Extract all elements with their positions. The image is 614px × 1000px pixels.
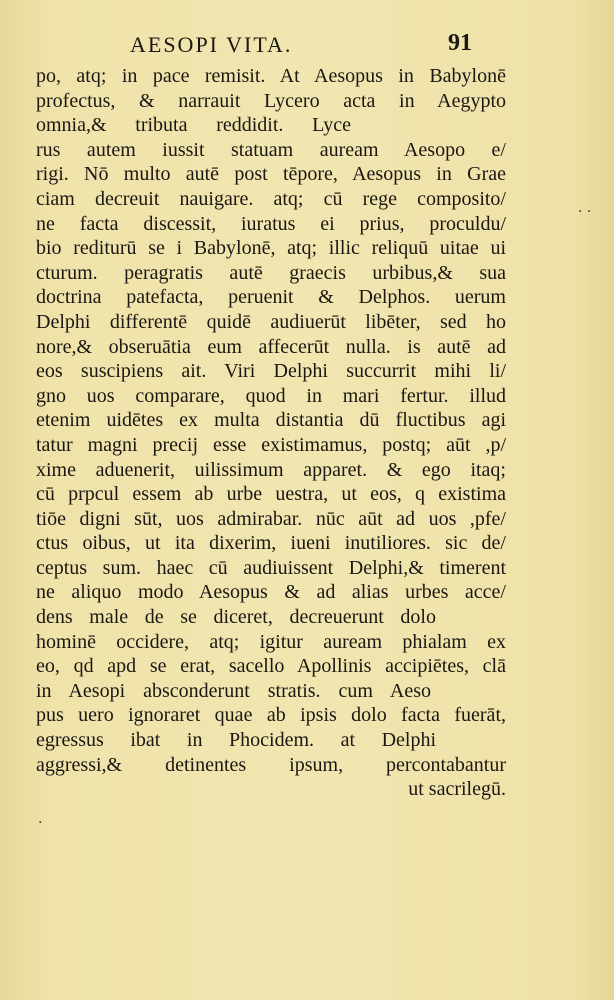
text-line: in Aesopi absconderunt stratis. cum Aeso (36, 679, 431, 702)
text-line: egressus ibat in Phocidem. at Delphi (36, 729, 436, 752)
text-line: doctrina patefacta, peruenit & Delphos. uerum (36, 286, 506, 309)
margin-mark: · · (578, 204, 592, 220)
text-line: nore,& obseruātia eum affecerūt nulla. is autē ad (36, 335, 506, 358)
page-number: 91 (448, 30, 472, 56)
text-line: pus uero ignoraret quae ab ipsis dolo facta fuerāt, (36, 704, 506, 727)
text-line: tatur magni precij esse existimamus, postq; aūt ,p/ (36, 433, 506, 456)
page-header (130, 24, 490, 58)
text-line: hominē occidere, atq; igitur auream phialam ex (36, 630, 506, 653)
text-line: xime aduenerit, uilissimum apparet. & ego itaq; (36, 458, 506, 481)
text-line: po, atq; in pace remisit. At Aesopus in Babylonē (36, 65, 506, 87)
text-line: ciam decreuit nauigare. atq; cū rege composito/ (36, 187, 506, 210)
text-line: ne facta discessit, iuratus ei prius, proculdu/ (36, 212, 506, 235)
text-line: aggressi,& detinentes ipsum, percontabantur (36, 753, 506, 776)
text-line: eos suscipiens ait. Viri Delphi succurrit mihi li/ (36, 360, 506, 383)
body-text (36, 64, 506, 802)
text-line: ceptus sum. haec cū audiuissent Delphi,& timerent (36, 556, 506, 579)
text-line: dens male de se diceret, decreuerunt dolo (36, 606, 436, 629)
text-line: profectus, & narrauit Lycero acta in Aegypto (36, 89, 506, 112)
margin-mark: · (38, 815, 43, 831)
text-line: rus autem iussit statuam auream Aesopo e/ (36, 138, 506, 161)
catchword: ut sacrilegū. (408, 778, 506, 801)
text-line: ctus oibus, ut ita dixerim, iueni inutiliores. sic de/ (36, 532, 506, 555)
text-line: ne aliquo modo Aesopus & ad alias urbes acce/ (36, 581, 506, 604)
text-line: cturum. peragratis autē graecis urbibus,& sua (36, 261, 506, 284)
text-line: cū prpcul essem ab urbe uestra, ut eos, q existima (36, 483, 506, 506)
text-line: Delphi differentē quidē audiuerūt libēter, sed ho (36, 310, 506, 333)
running-title: AESOPI VITA. (130, 32, 293, 57)
text-line: eo, qd apd se erat, sacello Apollinis accipiētes, clā (36, 655, 506, 678)
text-line: rigi. Nō multo autē post tēpore, Aesopus in Grae (36, 163, 506, 186)
text-line: etenim uidētes ex multa distantia dū fluctibus agi (36, 409, 506, 432)
text-line: omnia,& tributa reddidit. Lyce (36, 114, 351, 137)
text-line: bio rediturū se i Babylonē, atq; illic reliquū uitae ui (36, 237, 506, 260)
text-line: gno uos comparare, quod in mari fertur. illud (36, 384, 506, 407)
text-line: tiōe digni sūt, uos admirabar. nūc aūt ad uos ,pfe/ (36, 507, 506, 530)
